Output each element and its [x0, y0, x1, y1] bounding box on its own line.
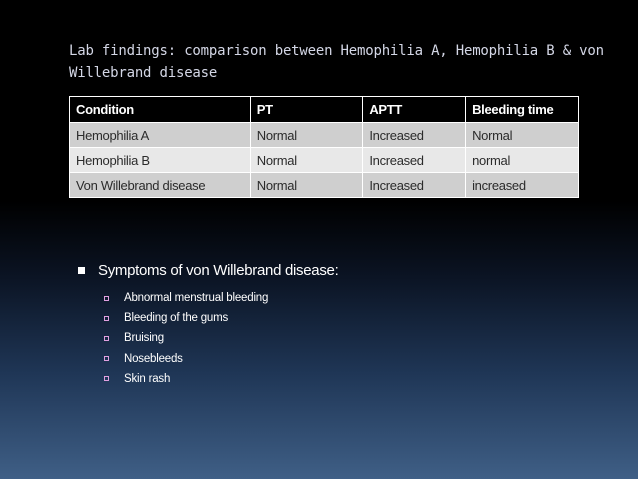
table-header-row: [70, 97, 579, 123]
cell-pt: Normal: [250, 148, 363, 173]
list-item-text: Nosebleeds: [124, 352, 183, 365]
cell-aptt: Increased: [363, 173, 466, 198]
header-pt: PT: [250, 97, 363, 123]
cell-pt: Normal: [250, 173, 363, 198]
header-condition: Condition: [70, 97, 251, 123]
slide-title: Lab findings: comparison between Hemophilia A, Hemophilia B & von Willebrand disease: [69, 43, 604, 81]
list-item-text: Bleeding of the gums: [124, 312, 229, 325]
hollow-square-bullet-icon: [104, 296, 109, 301]
symptoms-heading-text: Symptoms of von Willebrand disease:: [98, 262, 339, 279]
list-item: [104, 369, 268, 389]
cell-aptt: Increased: [363, 123, 466, 148]
cell-condition: Von Willebrand disease: [70, 173, 251, 198]
list-item-text: Skin rash: [124, 372, 171, 385]
cell-condition: Hemophilia B: [70, 148, 251, 173]
cell-condition: Hemophilia A: [70, 123, 251, 148]
list-item: [104, 288, 268, 308]
cell-aptt: Increased: [363, 148, 466, 173]
cell-pt: Normal: [250, 123, 363, 148]
table-row: [70, 173, 579, 198]
hollow-square-bullet-icon: [104, 376, 109, 381]
lab-findings-table: [69, 96, 579, 198]
list-item: [104, 349, 268, 369]
list-item-text: Bruising: [124, 332, 164, 345]
hollow-square-bullet-icon: [104, 316, 109, 321]
hollow-square-bullet-icon: [104, 336, 109, 341]
cell-bleeding-time: Normal: [466, 123, 579, 148]
header-bleeding-time: Bleeding time: [466, 97, 579, 123]
table-row: [70, 148, 579, 173]
list-item: [104, 328, 268, 348]
cell-bleeding-time: increased: [466, 173, 579, 198]
symptoms-list: [104, 288, 268, 389]
header-aptt: APTT: [363, 97, 466, 123]
cell-bleeding-time: normal: [466, 148, 579, 173]
square-bullet-icon: [78, 267, 85, 274]
symptoms-heading: [78, 262, 338, 279]
list-item: [104, 308, 268, 328]
hollow-square-bullet-icon: [104, 356, 109, 361]
list-item-text: Abnormal menstrual bleeding: [124, 292, 269, 305]
table-row: [70, 123, 579, 148]
